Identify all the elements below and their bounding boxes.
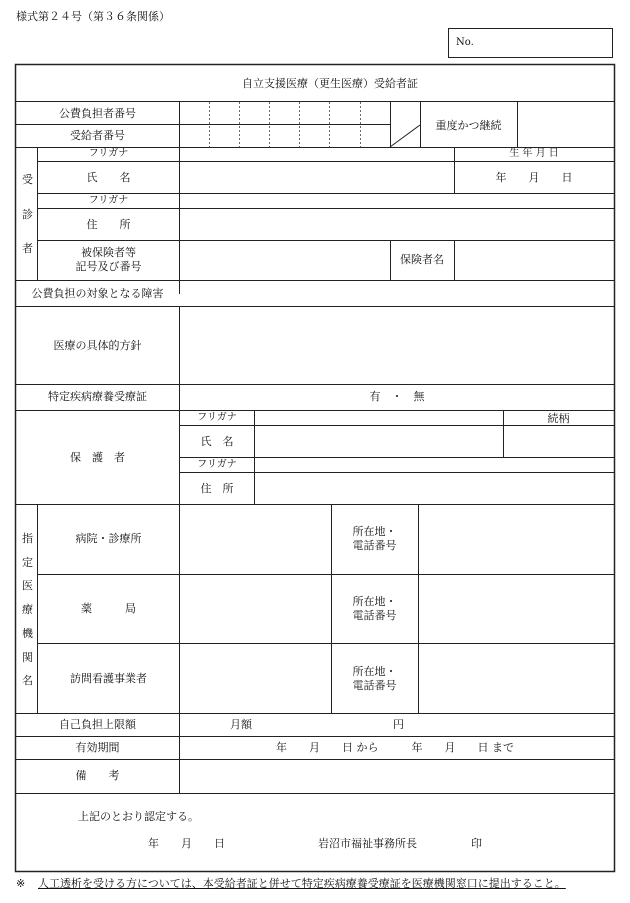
- address-furigana-label: フリガナ: [88, 195, 129, 206]
- home-nursing-location-line2: 電話番号: [352, 679, 397, 692]
- birth-date-value: 年 月 日: [495, 171, 573, 184]
- hospital-location-line2: 電話番号: [352, 539, 397, 552]
- issuing-official: 岩沼市福祉事務所長: [318, 837, 417, 850]
- certification-date: 年 月 日: [148, 837, 225, 850]
- specific-disease-card-yes-no: 有 ・ 無: [369, 390, 425, 403]
- patient-name-label: 氏 名: [86, 171, 131, 184]
- seal-mark: 印: [471, 837, 482, 850]
- designated-char-6: 関: [22, 651, 33, 664]
- footnote-text: 人工透析を受ける方については、本受給者証と併せて特定疾病療養受療証を医療機関窓口に提出すること。: [38, 877, 566, 890]
- copay-limit-label: 自己負担上限額: [59, 718, 136, 731]
- form-number-label: 様式第２４号（第３６条関係）: [16, 10, 170, 23]
- insured-id-label-line2: 記号及び番号: [75, 260, 142, 273]
- designated-char-5: 機: [22, 627, 33, 640]
- designated-char-3: 医: [22, 579, 33, 592]
- birth-date-header: 生 年 月 日: [509, 148, 559, 159]
- insured-id-label-line1: 被保険者等: [81, 246, 136, 259]
- footnote-mark: ※: [16, 877, 26, 890]
- home-nursing-location-line1: 所在地・: [352, 665, 397, 678]
- designated-char-2: 定: [22, 556, 33, 569]
- certification-text: 上記のとおり認定する。: [78, 810, 199, 823]
- designated-char-7: 名: [22, 674, 33, 687]
- validity-period-value: 年 月 日 から 年 月 日 まで: [276, 741, 514, 754]
- pharmacy-location-line2: 電話番号: [352, 609, 397, 622]
- pharmacy-label: 薬 局: [81, 602, 136, 615]
- yen-label: 円: [393, 718, 404, 731]
- guardian-address-label: 住 所: [200, 482, 234, 495]
- target-disability-label: 公費負担の対象となる障害: [31, 287, 164, 300]
- designated-char-4: 療: [22, 603, 33, 616]
- pharmacy-location-line1: 所在地・: [352, 595, 397, 608]
- public-burden-number-label: 公費負担者番号: [59, 107, 136, 120]
- hospital-location-line1: 所在地・: [352, 525, 397, 538]
- guardian-address-furigana-label: フリガナ: [197, 459, 237, 470]
- severe-continuing-label: 重度かつ継続: [435, 119, 502, 132]
- guardian-label: 保 護 者: [70, 451, 125, 464]
- designated-char-1: 指: [22, 532, 33, 545]
- relationship-label: 続柄: [547, 412, 570, 425]
- monthly-label: 月額: [230, 718, 252, 731]
- certificate-title: 自立支援医療（更生医療）受給者証: [242, 77, 418, 90]
- insurer-name-label: 保険者名: [400, 253, 444, 266]
- hospital-clinic-label: 病院・診療所: [75, 532, 142, 545]
- patient-furigana-label: フリガナ: [88, 148, 129, 159]
- patient-char-3: 者: [22, 242, 33, 255]
- remarks-label: 備 考: [75, 769, 120, 782]
- validity-period-label: 有効期間: [75, 741, 120, 754]
- patient-address-label: 住 所: [86, 218, 131, 231]
- guardian-name-label: 氏 名: [200, 435, 234, 448]
- recipient-number-label: 受給者番号: [70, 129, 125, 142]
- serial-number-label: No.: [456, 37, 474, 48]
- home-nursing-label: 訪問看護事業者: [70, 672, 147, 685]
- medical-policy-label: 医療の具体的方針: [53, 339, 142, 352]
- patient-char-1: 受: [22, 173, 33, 186]
- patient-char-2: 診: [22, 208, 33, 221]
- guardian-furigana-label: フリガナ: [197, 412, 237, 423]
- specific-disease-card-label: 特定疾病療養受療証: [48, 390, 147, 403]
